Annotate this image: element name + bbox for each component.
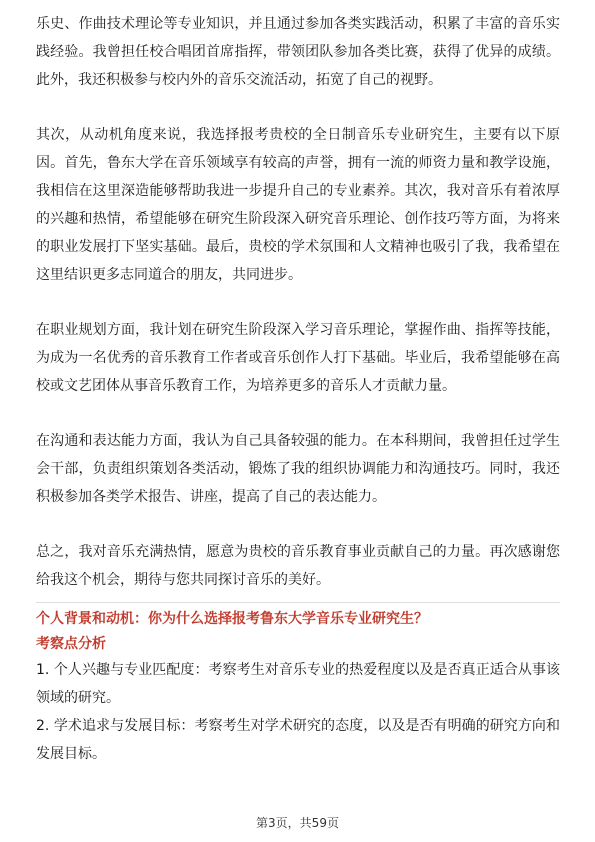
page-number: 第3页，共59页 [256,816,339,830]
analysis-heading: 考察点分析 [36,636,106,652]
paragraph-gap [36,511,560,538]
paragraph-gap [36,94,560,121]
paragraph-conclusion: 总之，我对音乐充满热情，愿意为贵校的音乐教育事业贡献自己的力量。再次感谢您给我这个机会，期待与您共同探讨音乐的美好。 [36,544,560,588]
paragraph-gap [36,289,560,316]
analysis-point: 2. 学术追求与发展目标：考察考生对学术研究的态度，以及是否有明确的研究方向和发展目标。 [36,718,560,762]
paragraph-communication: 在沟通和表达能力方面，我认为自己具备较强的能力。在本科期间，我曾担任过学生会干部，负责组织策划各类活动，锻炼了我的组织协调能力和沟通技巧。同时，我还积极参加各类学术报告、讲座，提高了自己的表达能力。 [36,433,560,505]
paragraph-background: 乐史、作曲技术理论等专业知识，并且通过参加各类实践活动，积累了丰富的音乐实践经验。我曾担任校合唱团首席指挥，带领团队参加各类比赛，获得了优异的成绩。此外，我还积极参与校内外的音乐交流活动，拓宽了自己的视野。 [36,16,560,88]
analysis-point: 1. 个人兴趣与专业匹配度：考察考生对音乐专业的热爱程度以及是否真正适合从事该领域的研究。 [36,662,560,706]
paragraph-career-plan: 在职业规划方面，我计划在研究生阶段深入学习音乐理论，掌握作曲、指挥等技能，为成为一名优秀的音乐教育工作者或音乐创作人打下基础。毕业后，我希望能够在高校或文艺团体从事音乐教育工作，为培养更多的音乐人才贡献力量。 [36,322,560,394]
section-divider [36,602,560,603]
page-content [36,10,560,768]
question-title: 个人背景和动机：你为什么选择报考鲁东大学音乐专业研究生？ [36,611,428,627]
paragraph-gap [36,400,560,427]
paragraph-motivation: 其次，从动机角度来说，我选择报考贵校的全日制音乐专业研究生，主要有以下原因。首先，鲁东大学在音乐领域享有较高的声誉，拥有一流的师资力量和教学设施，我相信在这里深造能够帮助我进一步提升自己的专业素养。其次，我对音乐有着浓厚的兴趣和热情，希望能够在研究生阶段深入研究音乐理论、创作技巧等方面，为将来的职业发展打下坚实基础。最后，贵校的学术氛围和人文精神也吸引了我，我希望在这里结识更多志同道合的朋友，共同进步。 [36,127,560,283]
